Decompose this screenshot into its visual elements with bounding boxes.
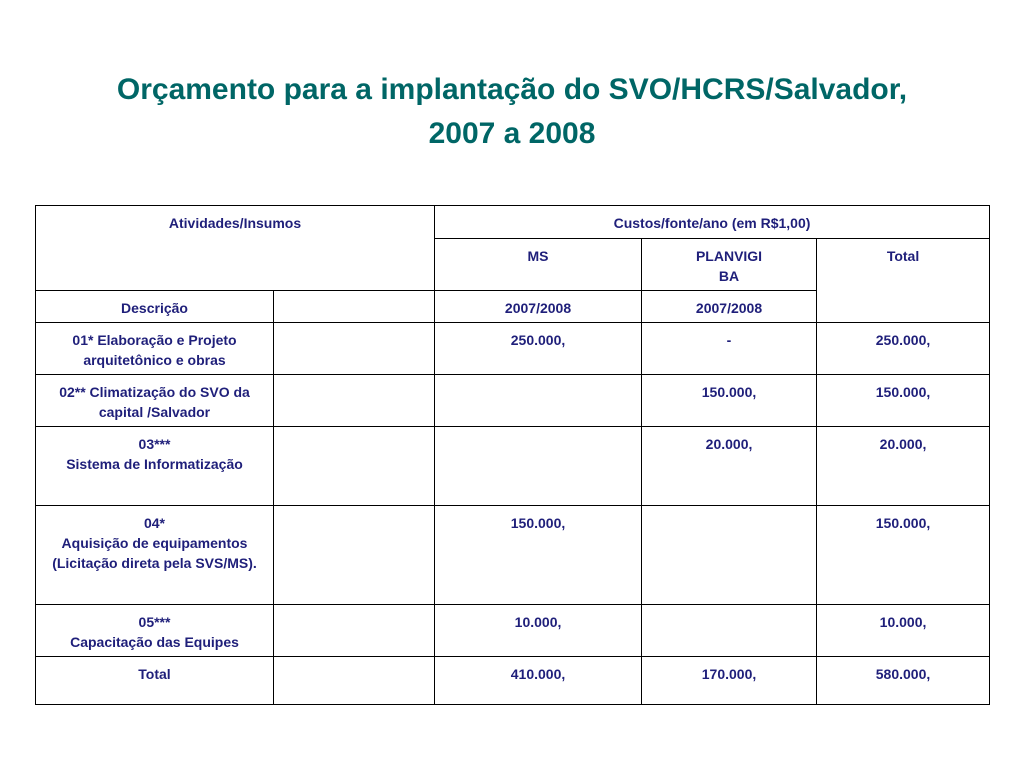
row-planvigiba-value bbox=[642, 506, 817, 605]
table-row bbox=[36, 427, 990, 506]
header-year-ms: 2007/2008 bbox=[435, 291, 642, 323]
budget-table bbox=[35, 205, 990, 705]
header-planvigiba: PLANVIGI BA bbox=[642, 239, 817, 291]
row-planvigiba-value bbox=[642, 605, 817, 657]
row-ms-value bbox=[435, 375, 642, 427]
header-year-planvigiba: 2007/2008 bbox=[642, 291, 817, 323]
row-total-value: 250.000, bbox=[817, 323, 990, 375]
row-planvigiba-value: - bbox=[642, 323, 817, 375]
row-descricao: 01* Elaboração e Projeto arquitetônico e obras bbox=[36, 323, 274, 375]
page-title bbox=[0, 68, 1024, 156]
row-total-value: 10.000, bbox=[817, 605, 990, 657]
header-blank-cell bbox=[274, 291, 435, 323]
header-atividades-insumos: Atividades/Insumos bbox=[36, 206, 435, 291]
row-total-value: 580.000, bbox=[817, 657, 990, 705]
row-blank bbox=[274, 323, 435, 375]
header-custos-fonte-ano: Custos/fonte/ano (em R$1,00) bbox=[435, 206, 990, 239]
table-row bbox=[36, 375, 990, 427]
row-planvigiba-value: 20.000, bbox=[642, 427, 817, 506]
row-blank bbox=[274, 657, 435, 705]
row-planvigiba-value: 170.000, bbox=[642, 657, 817, 705]
row-ms-value: 250.000, bbox=[435, 323, 642, 375]
page-title-line-1: Orçamento para a implantação do SVO/HCRS/Salvador, bbox=[116, 73, 908, 106]
row-blank bbox=[274, 427, 435, 506]
table-total-row bbox=[36, 657, 990, 705]
row-ms-value bbox=[435, 427, 642, 506]
row-ms-value: 10.000, bbox=[435, 605, 642, 657]
header-ms: MS bbox=[435, 239, 642, 291]
row-blank bbox=[274, 375, 435, 427]
row-ms-value: 150.000, bbox=[435, 506, 642, 605]
table-row bbox=[36, 605, 990, 657]
table-row bbox=[36, 323, 990, 375]
row-ms-value: 410.000, bbox=[435, 657, 642, 705]
row-descricao: 05*** Capacitação das Equipes bbox=[36, 605, 274, 657]
row-planvigiba-value: 150.000, bbox=[642, 375, 817, 427]
row-total-value: 20.000, bbox=[817, 427, 990, 506]
row-blank bbox=[274, 506, 435, 605]
header-total: Total bbox=[817, 239, 990, 323]
row-descricao: 04* Aquisição de equipamentos (Licitação direta pela SVS/MS). bbox=[36, 506, 274, 605]
page-title-line-2: 2007 a 2008 bbox=[428, 117, 596, 150]
row-descricao: 03*** Sistema de Informatização bbox=[36, 427, 274, 506]
header-descricao: Descrição bbox=[36, 291, 274, 323]
row-blank bbox=[274, 605, 435, 657]
table-row bbox=[36, 506, 990, 605]
table-header-row bbox=[36, 206, 990, 239]
row-descricao: 02** Climatização do SVO da capital /Salvador bbox=[36, 375, 274, 427]
row-descricao: Total bbox=[36, 657, 274, 705]
row-total-value: 150.000, bbox=[817, 375, 990, 427]
row-total-value: 150.000, bbox=[817, 506, 990, 605]
